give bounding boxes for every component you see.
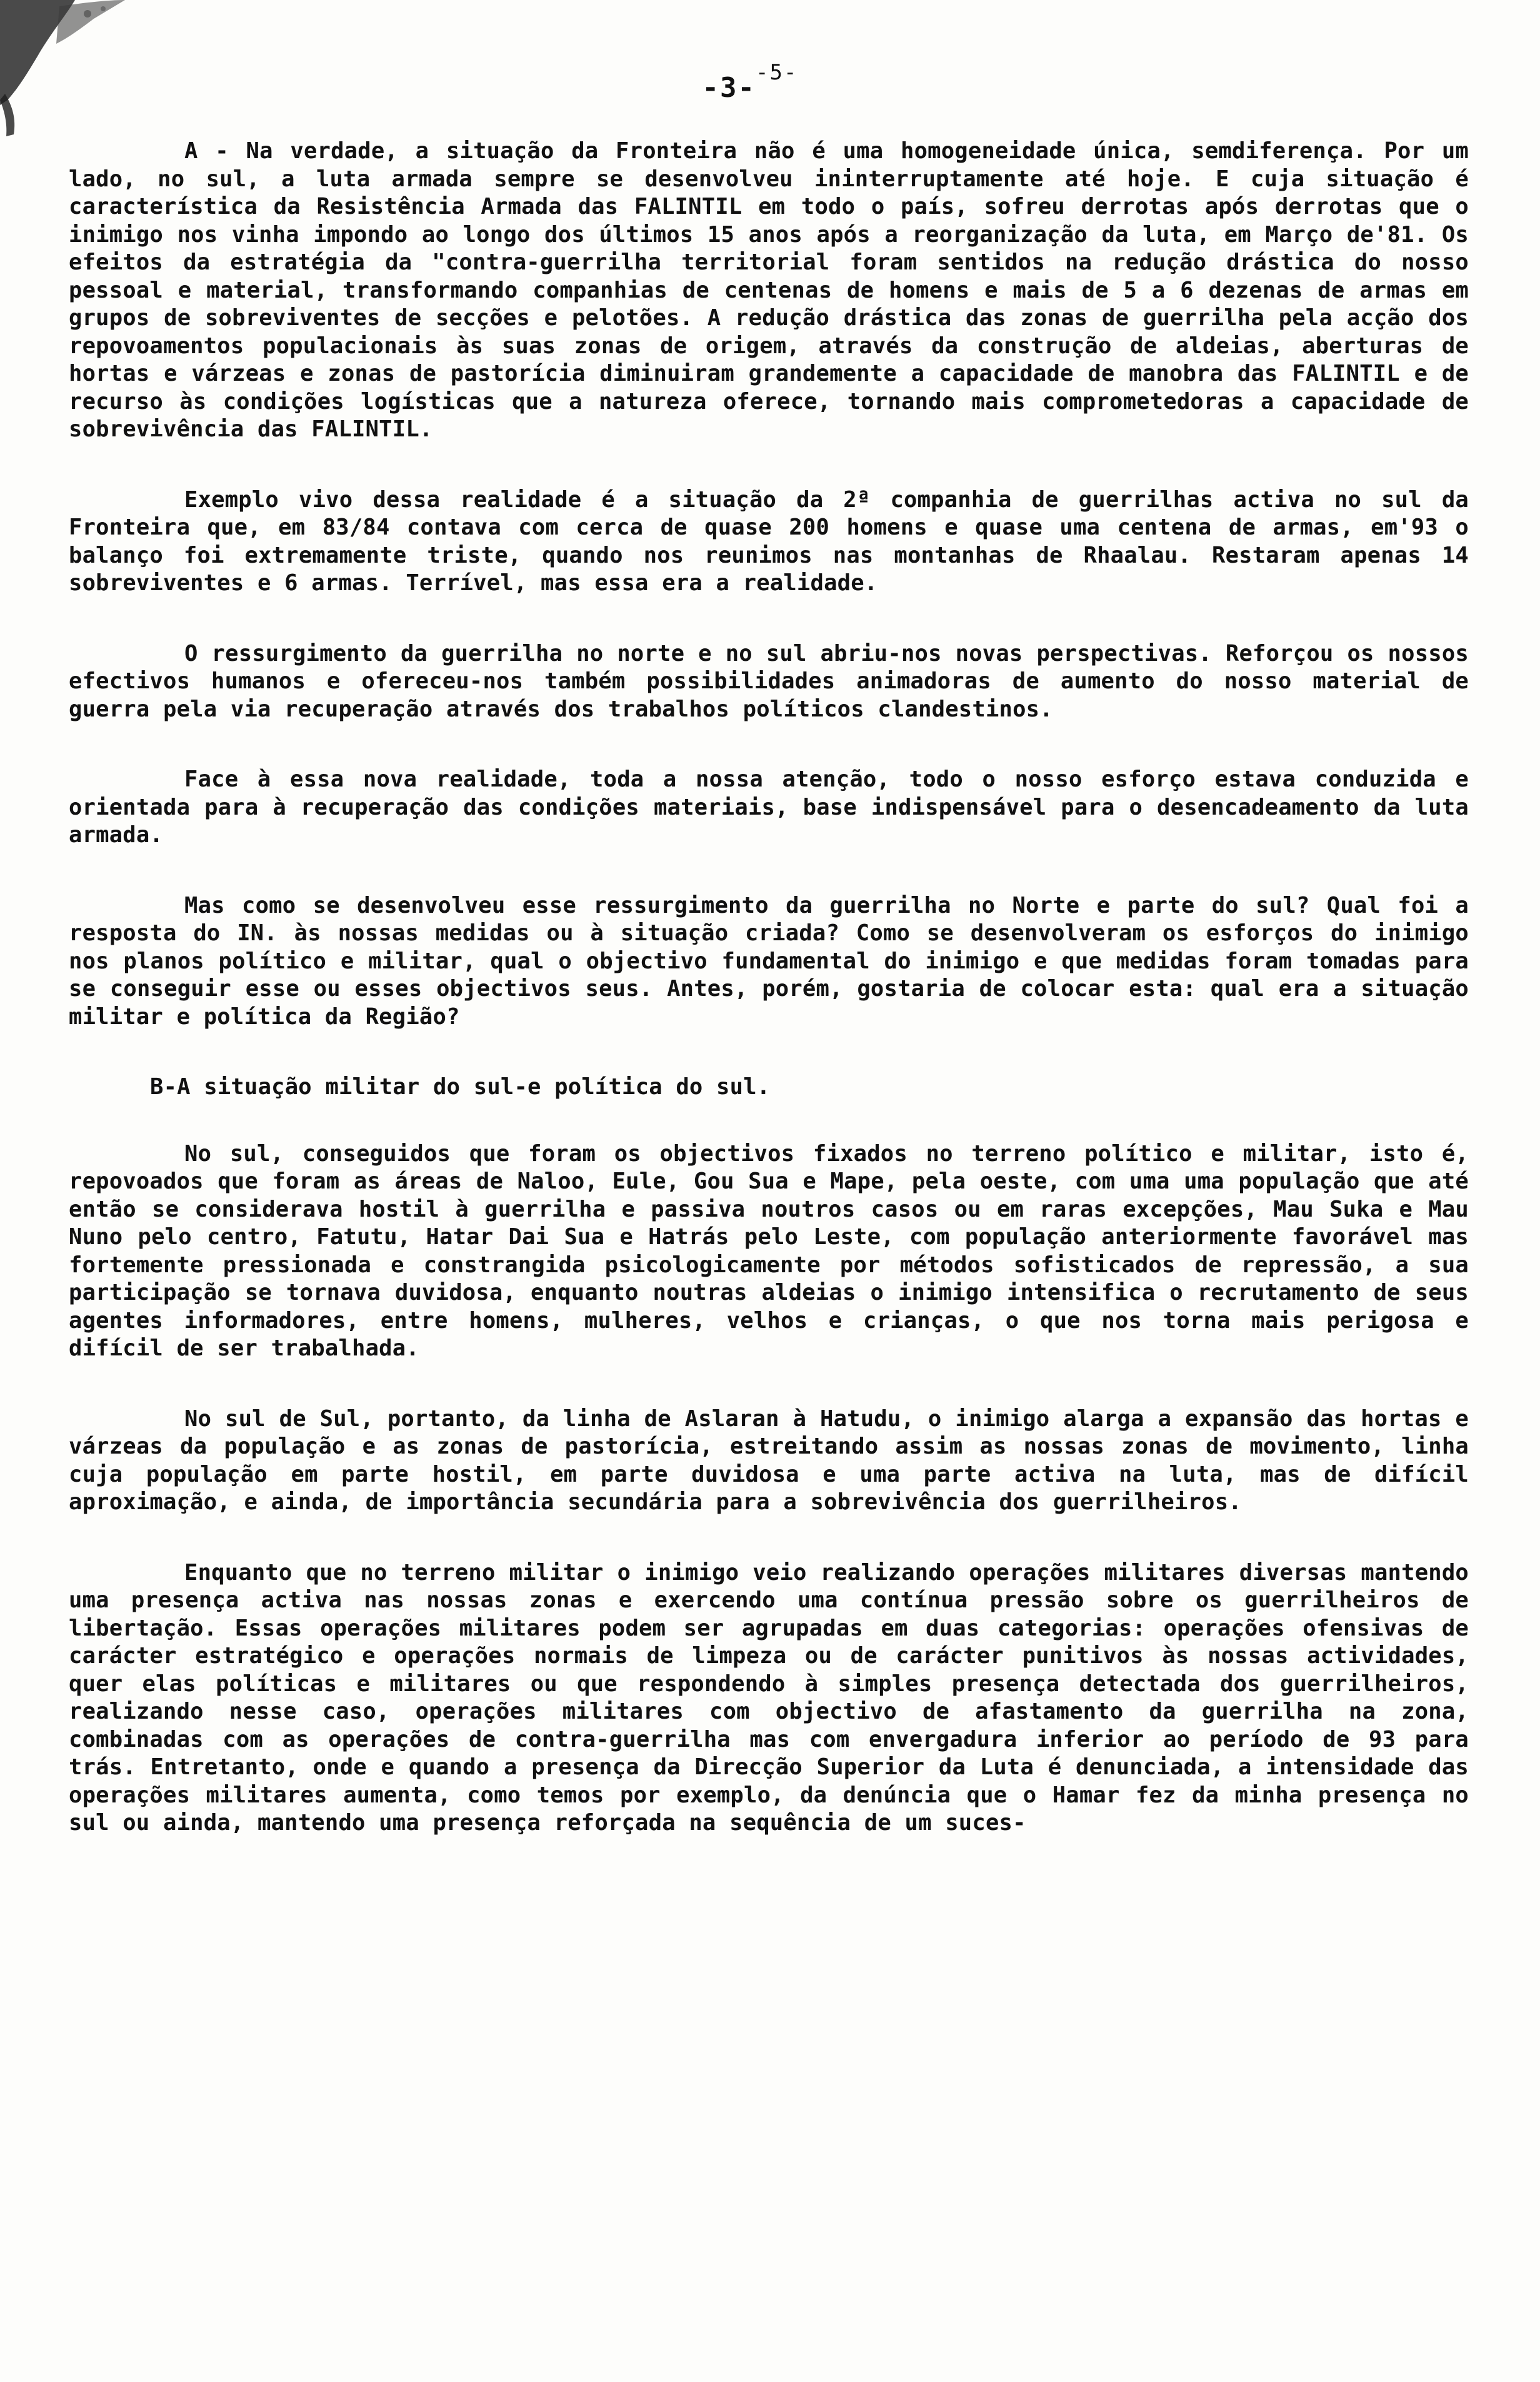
paragraph-5: Mas como se desenvolveu esse ressurgimento da guerrilha no Norte e parte do sul? Qual foi a resposta do IN. às nossas medidas ou à situação criada? Como se desenvolveram os esforços do inimigo nos planos político e militar, qual o objectivo fundamental do inimigo e que medidas foram tomadas para se conseguir esse ou esses objectivos seus. Antes, porém, gostaria de colocar esta: qual era a situação militar e política da Região? <box>69 892 1469 1030</box>
corner-ink-smudge <box>0 0 144 138</box>
paragraph-6: No sul, conseguidos que foram os objectivos fixados no terreno político e militar, isto é, repovoados que foram as áreas de Naloo, Eule, Gou Sua e Mape, pela oeste, com uma uma população que até então se considerava hostil à guerrilha e passiva noutros casos ou em raras excepções, Mau Suka e Mau Nuno pelo centro, Fatutu, Hatar Dai Sua e Hatrás pelo Leste, com população anteriormente favorável mas fortemente pressionada e constrangida psicologicamente por métodos sofisticados de repressão, a sua participação se tornava duvidosa, enquanto noutras aldeias o inimigo intensifica o recrutamento de seus agentes informadores, entre homens, mulheres, velhos e crianças, o que nos torna mais perigosa e difícil de ser trabalhada. <box>69 1140 1469 1361</box>
paragraph-2: Exemplo vivo dessa realidade é a situação da 2ª companhia de guerrilhas activa no sul da Fronteira que, em 83/84 contava com cerca de quase 200 homens e quase uma centena de armas, em'93 o balanço foi extremamente triste, quando nos reunimos nas montanhas de Rhaalau. Restaram apenas 14 sobreviventes e 6 armas. Terrível, mas essa era a realidade. <box>69 486 1469 596</box>
paragraph-7: No sul de Sul, portanto, da linha de Aslaran à Hatudu, o inimigo alarga a expansão das hortas e várzeas da população e as zonas de pastorícia, estreitando assim as nossas zonas de movimento, linha cuja população em parte hostil, em parte duvidosa e uma parte activa na luta, mas de difícil aproximação, e ainda, de importância secundária para a sobrevivência dos guerrilheiros. <box>69 1405 1469 1515</box>
body-text <box>69 138 1469 1880</box>
section-heading-b: B-A situação militar do sul-e política do sul. <box>150 1074 771 1100</box>
paragraph-3: O ressurgimento da guerrilha no norte e no sul abriu-nos novas perspectivas. Reforçou os nossos efectivos humanos e ofereceu-nos também possibilidades animadoras de aumento do nosso material de guerra pela via recuperação através dos trabalhos políticos clandestinos. <box>69 640 1469 722</box>
paragraph-4: Face à essa nova realidade, toda a nossa atenção, todo o nosso esforço estava conduzida e orientada para à recuperação das condições materiais, base indispensável para o desencadeamento da luta armada. <box>69 766 1469 848</box>
paragraph-8: Enquanto que no terreno militar o inimigo veio realizando operações militares diversas mantendo uma presença activa nas nossas zonas e exercendo uma contínua pressão sobre os guerrilheiros de libertação. Essas operações militares podem ser agrupadas em duas categorias: operações ofensivas de carácter estratégico e operações normais de limpeza ou de carácter punitivos às nossas actividades, quer elas políticas e militares ou que respondendo à simples presença detectada dos guerrilheiros, realizando nesse caso, operações militares com objectivo de afastamento da guerrilha na zona, combinadas com as operações de contra-guerrilha mas com envergadura inferior ao período de 93 para trás. Entretanto, onde e quando a presença da Direcção Superior da Luta é denunciada, a intensidade das operações militares aumenta, como temos por exemplo, da denúncia que o Hamar fez da minha presença no sul ou ainda, mantendo uma presença reforçada na sequência de um suces- <box>69 1559 1469 1836</box>
page-number <box>681 60 819 104</box>
page-number-alt: -5- <box>756 60 798 85</box>
page-number-main: -3- <box>702 72 756 104</box>
paragraph-1: A - Na verdade, a situação da Fronteira não é uma homogeneidade única, semdiferença. Por um lado, no sul, a luta armada sempre se desenvolveu ininterruptamente até hoje. E cuja situação é característica da Resistência Armada das FALINTIL em todo o país, sofreu derrotas após derrotas que o inimigo nos vinha impondo ao longo dos últimos 15 anos após a reorganização da luta, em Março de'81. Os efeitos da estratégia da "contra-guerrilha territorial foram sentidos na redução drástica do nosso pessoal e material, transformando companhias de centenas de homens e mais de 5 a 6 dezenas de armas em grupos de sobreviventes de secções e pelotões. A redução drástica das zonas de guerrilha pela acção dos repovoamentos populacionais às suas zonas de origem, através da construção de aldeias, aberturas de hortas e várzeas e zonas de pastorícia diminuiram grandemente a capacidade de manobra das FALINTIL e de recurso às condições logísticas que a natureza oferece, tornando mais comprometedoras a capacidade de sobrevivência das FALINTIL. <box>69 138 1469 442</box>
